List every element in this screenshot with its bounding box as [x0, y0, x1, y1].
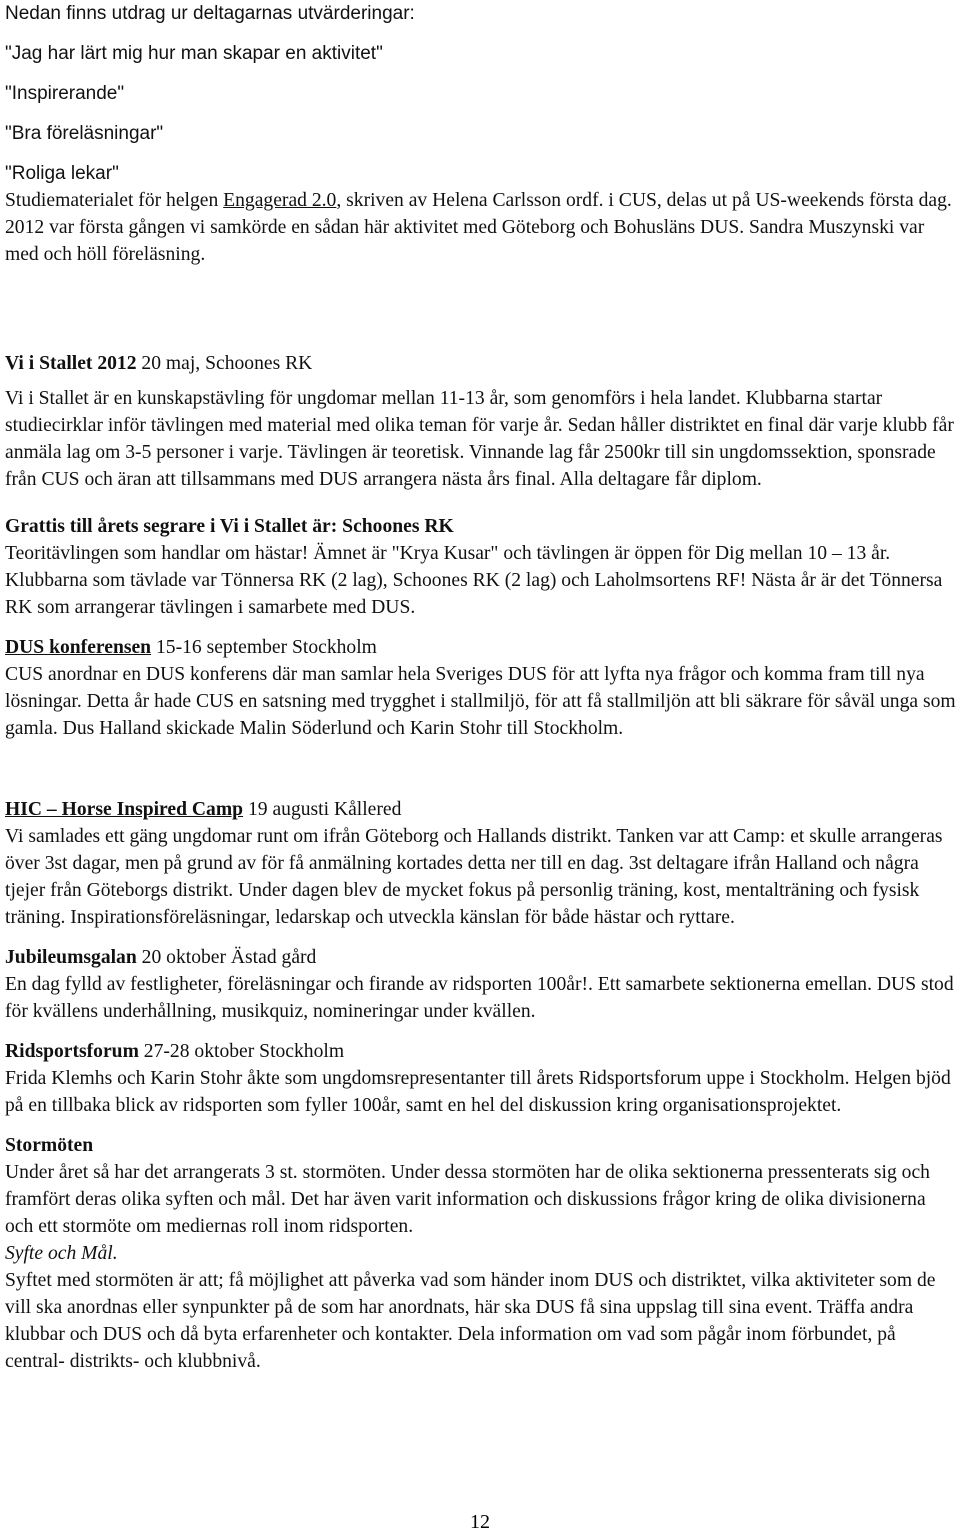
stallet-title: Vi i Stallet 2012 — [5, 353, 137, 374]
dus-title-rest: 15-16 september Stockholm — [151, 637, 377, 658]
stormoten-subtitle: Syfte och Mål. — [5, 1243, 118, 1264]
jubileum-heading — [5, 944, 957, 971]
quote-4: "Roliga lekar" — [5, 163, 119, 184]
forum-title-rest: 27-28 oktober Stockholm — [138, 1041, 345, 1062]
forum-title: Ridsportsforum — [5, 1041, 139, 1062]
material-rest: 2012 var första gången vi samkörde en sådan här aktivitet med Göteborg och Bohusläns DUS. Sandra Muszynski var med och höll föreläsning. — [5, 217, 925, 265]
jubileum-body: En dag fylld av festligheter, föreläsningar och firande av ridsporten 100år!. Ett samarbete sektionerna emellan. DUS stod för kvällens underhållning, musikquiz, nomineringar under kvällen. — [5, 974, 954, 1022]
evaluation-section — [5, 0, 957, 187]
stormoten-heading — [5, 1132, 957, 1159]
grattis-body: Teoritävlingen som handlar om hästar! Ämnet är "Krya Kusar" och tävlingen är öppen för Dig mellan 10 – 13 år. Klubbarna som tävlade var Tönnersa RK (2 lag), Schoones RK (2 lag) och Laholmsortens RF! Nästa år är det Tönnersa RK som arrangerar tävlingen i samarbete med DUS. — [5, 543, 943, 618]
material-paragraph — [5, 187, 957, 268]
document-page — [5, 0, 957, 1375]
hic-title: HIC – Horse Inspired Camp — [5, 799, 244, 820]
stallet-title-rest: 20 maj, Schoones RK — [136, 353, 313, 374]
hic-title-rest: 19 augusti Kållered — [243, 799, 402, 820]
page-number: 12 — [470, 1511, 490, 1533]
stormoten-title: Stormöten — [5, 1135, 94, 1156]
evaluation-heading: Nedan finns utdrag ur deltagarnas utvärderingar: — [5, 3, 415, 24]
stallet-heading — [5, 350, 957, 377]
jubileum-title-rest: 20 oktober Ästad gård — [136, 947, 317, 968]
stormoten-body: Under året så har det arrangerats 3 st. stormöten. Under dessa stormöten har de olika sektionerna pressenterats sig och framfört deras olika syften och mål. Det har även varit information och diskussions frågor kring de olika divisionerna och ett stormöte om mediernas roll inom ridsporten. — [5, 1162, 930, 1237]
quote-3: "Bra föreläsningar" — [5, 123, 164, 144]
dus-body: CUS anordnar en DUS konferens där man samlar hela Sveriges DUS för att lyfta nya frågor och komma fram till nya lösningar. Detta år hade CUS en satsning med trygghet i stallmiljö, för att få stallmiljön att bli säkrare för såväl unga som gamla. Dus Halland skickade Malin Söderlund och Karin Stohr till Stockholm. — [5, 664, 956, 739]
quote-2: "Inspirerande" — [5, 83, 125, 104]
forum-heading — [5, 1038, 957, 1065]
grattis-title: Grattis till årets segrare i Vi i Stallet är: Schoones RK — [5, 516, 454, 537]
jubileum-title: Jubileumsgalan — [5, 947, 137, 968]
quote-1: "Jag har lärt mig hur man skapar en aktivitet" — [5, 43, 383, 64]
hic-body: Vi samlades ett gäng ungdomar runt om ifrån Göteborg och Hallands distrikt. Tanken var att Camp: et skulle arrangeras över 3st dagar, men på grund av för få anmälning kortades detta ner till en dag. 3st deltagare ifrån Halland och några tjejer från Göteborgs distrikt. Under dagen blev de mycket fokus på personlig träning, kost, mentalträning och fysisk träning. Inspirationsföreläsningar, ledarskap och utveckla känslan för både hästar och ryttare. — [5, 826, 943, 928]
material-pre: Studiematerialet för helgen — [5, 190, 224, 211]
dus-heading — [5, 634, 957, 661]
hic-heading — [5, 796, 957, 823]
dus-title: DUS konferensen — [5, 637, 152, 658]
stallet-body: Vi i Stallet är en kunskapstävling för ungdomar mellan 11-13 år, som genomförs i hela landet. Klubbarna startar studiecirklar inför tävlingen med material med olika teman för varje år. Sedan håller distriktet en final där varje klubb får anmäla lag om 3-5 personer i varje. Tävlingen är teoretisk. Vinnande lag får 2500kr till sin ungdomssektion, sponsrade från CUS och äran att tillsammans med DUS arrangera nästa års final. Alla deltagare får diplom. — [5, 388, 954, 490]
grattis-heading — [5, 513, 957, 540]
forum-body: Frida Klemhs och Karin Stohr åkte som ungdomsrepresentanter till årets Ridsportsforum uppe i Stockholm. Helgen bjöd på en tillbaka blick av ridsporten som fyller 100år, samt en hel del diskussion kring organisationsprojektet. — [5, 1068, 951, 1116]
stormoten-body-2: Syftet med stormöten är att; få möjlighet att påverka vad som händer inom DUS och distriktet, vilka aktiviteter som de vill ska anordnas eller synpunkter på de som har anordnats, här ska DUS få sina uppslag till sina event. Träffa andra klubbar och DUS och då byta erfarenheter och kontakter. Dela information om vad som pågår inom förbundet, på central- distrikts- och klubbnivå. — [5, 1270, 936, 1372]
material-post: , skriven av Helena Carlsson ordf. i CUS, delas ut på US-weekends första dag. — [336, 190, 952, 211]
material-link[interactable]: Engagerad 2.0 — [223, 190, 337, 211]
